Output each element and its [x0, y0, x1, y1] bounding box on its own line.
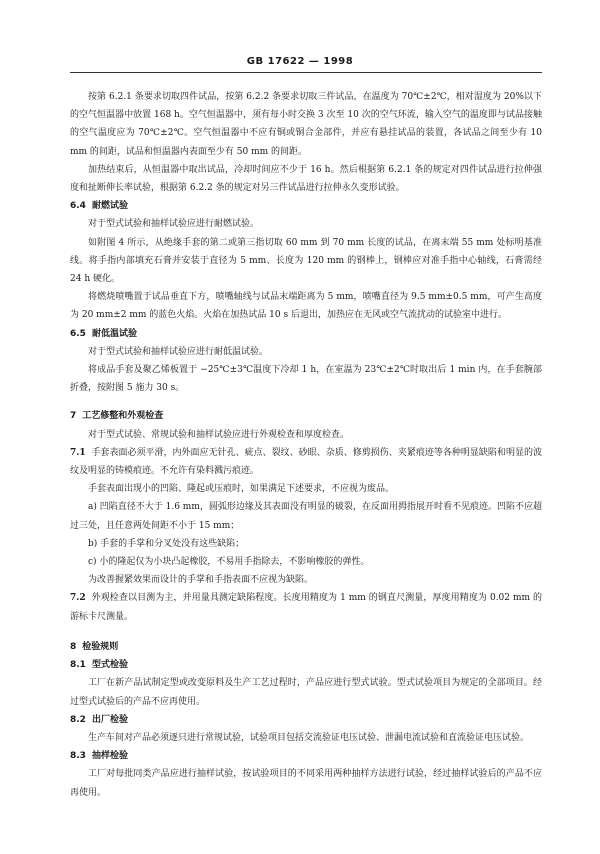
- paragraph: 为改善握紧效果而设计的手掌和手指表面不应视为缺陷。: [88, 575, 314, 586]
- section-heading: [70, 325, 542, 343]
- section-heading: [70, 711, 542, 729]
- list-item: b) 手套的手掌和分叉处没有这些缺陷；: [88, 538, 245, 549]
- paragraph: 对于型式试验、常规试验和抽样试验应进行外观检查和厚度检查。: [88, 429, 350, 440]
- section-heading: [70, 747, 542, 765]
- section-number: 6.4: [70, 201, 86, 212]
- section-heading: [70, 197, 542, 215]
- section-title: 抽样检验: [91, 751, 128, 762]
- paragraph: 如附图 4 所示，从绝缘手套的第二或第三指切取 60 mm 到 70 mm 长度的试品，在离末端 55 mm 处标明基准线。将手指内部填充石膏并安装于直径为 5 mm、长度为 120 mm 的钢棒上，钢棒应对准手指中心轴线，石膏需经 24 h 硬化。: [70, 237, 542, 285]
- list-item: c) 小的隆起仅为小块凸起橡胶，不易用手指除去，不影响橡胶的弹性。: [88, 557, 370, 568]
- clause-number: 7.1: [70, 447, 86, 458]
- section-number: 8.3: [70, 751, 86, 762]
- paragraph: 对于型式试验和抽样试验应进行耐燃试验。: [88, 219, 260, 230]
- section-number: 8.1: [70, 660, 86, 671]
- paragraph: 将燃烧喷嘴置于试品垂直下方，喷嘴轴线与试品末端距离为 5 mm，喷嘴直径为 9.5 mm±0.5 mm，可产生高度为 20 mm±2 mm 的蓝色火焰。火焰在加热试品 10 s 后退出，加热应在无风或空气流扰动的试验室中进行。: [70, 292, 542, 321]
- section-title: 耐低温试验: [91, 328, 137, 339]
- page-header: GB 17622 — 1998: [246, 56, 354, 67]
- numbered-paragraph: [70, 444, 542, 480]
- section-heading: [70, 407, 542, 425]
- section-number: 8: [70, 641, 77, 652]
- paragraph: 对于型式试验和抽样试验应进行耐低温试验。: [88, 346, 269, 357]
- clause-text: 手套表面必须平滑，内外面应无针孔、疵点、裂纹、砂眼、杂质、修剪损伤、夹紧痕迹等各种明显缺陷和明显的波纹及明显的铸模痕迹。不允许有染料溅污痕迹。: [70, 447, 542, 477]
- section-heading: [70, 656, 542, 674]
- numbered-paragraph: [70, 589, 542, 625]
- section-title: 检验规则: [82, 641, 119, 652]
- section-number: 8.2: [70, 714, 86, 725]
- document-body: [70, 88, 542, 802]
- paragraph: 手套表面出现小的凹陷、隆起或压痕时，如果满足下述要求，不应视为废品。: [88, 484, 395, 495]
- section-title: 出厂检验: [91, 714, 128, 725]
- section-number: 7: [70, 411, 77, 422]
- clause-number: 7.2: [70, 593, 86, 604]
- paragraph: 生产车间对产品必须逐只进行常规试验，试验项目包括交流验证电压试验、泄漏电流试验和直流验证电压试验。: [88, 732, 530, 743]
- section-heading: [70, 638, 542, 656]
- clause-text: 外观检查以目测为主，并用量具测定缺陷程度。长度用精度为 1 mm 的钢直尺测量，厚度用精度为 0.02 mm 的游标卡尺测量。: [70, 593, 542, 622]
- paragraph: 按第 6.2.1 条要求切取四件试品，按第 6.2.2 条要求切取三件试品，在温度为 70℃±2℃，相对湿度为 20%以下的空气恒温器中放置 168 h。空气恒温器中，须有每小时交换 3 次至 10 次的空气环流，输入空气的温度即与试品接触的空气温度应为 70℃±2℃。空气恒温器中不应有铜或铜合金部件，并应有悬挂试品的装置，各试品之间至少有 10 mm 的间距，试品和恒温器内表面至少有 50 mm 的间距。: [70, 92, 542, 157]
- section-title: 型式检验: [91, 660, 128, 671]
- section-number: 6.5: [70, 328, 86, 339]
- paragraph: 将成品手套及聚乙烯板置于 −25℃±3℃温度下冷却 1 h，在室温为 23℃±2℃时取出后 1 min 内，在手套腕部折叠，按附图 5 施力 30 s。: [70, 365, 542, 394]
- section-title: 耐燃试验: [91, 201, 128, 212]
- paragraph: 工厂在新产品试制定型或改变原料及生产工艺过程时，产品应进行型式试验。型式试验项目为规定的全部项目。经过型式试验后的产品不应再使用。: [70, 678, 542, 707]
- header-rule: [70, 72, 542, 73]
- section-title: 工艺修整和外观检查: [82, 411, 164, 422]
- paragraph: 加热结束后，从恒温器中取出试品，冷却时间应不少于 16 h。然后根据第 6.2.1 条的规定对四件试品进行拉伸强度和扯断伸长率试验，根据第 6.2.2 条的规定对另三件试品进行拉伸永久变形试验。: [70, 164, 542, 194]
- paragraph: 工厂对每批同类产品应进行抽样试验，按试验项目的不同采用两种抽样方法进行试验，经过抽样试验后的产品不应再使用。: [70, 769, 542, 798]
- list-item: a) 凹陷直径不大于 1.6 mm，圆弧形边缘及其表面没有明显的破裂，在反面用拇指展开时看不见痕迹。凹陷不应超过三处，且任意两处间距不小于 15 mm；: [70, 502, 542, 531]
